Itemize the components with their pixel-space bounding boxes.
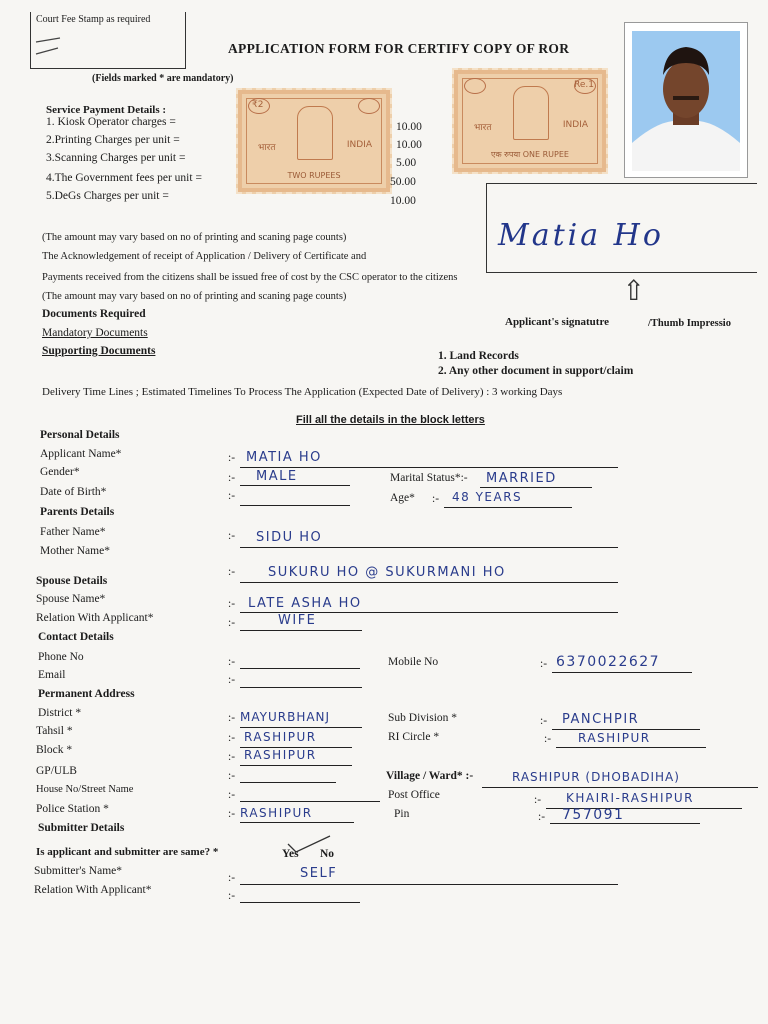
note-line: The Acknowledgement of receipt of Application / Delivery of Certificate and bbox=[42, 251, 367, 262]
charge-amount: 10.00 bbox=[396, 121, 422, 133]
separator: :- bbox=[228, 566, 236, 578]
spouse-value[interactable]: LATE ASHA HO bbox=[248, 596, 362, 611]
gender-label: Gender* bbox=[40, 466, 80, 478]
thumb-label: /Thumb Impressio bbox=[648, 318, 731, 329]
separator: :- bbox=[432, 493, 440, 505]
two-rupee-stamp: ₹2 भारत INDIA TWO RUPEES bbox=[236, 88, 392, 194]
email-label: Email bbox=[38, 669, 66, 681]
delivery-timeline: Delivery Time Lines ; Estimated Timelines To Process The Application (Expected Date of Delivery) : 3 working Days bbox=[42, 386, 563, 398]
section-address: Permanent Address bbox=[38, 688, 135, 700]
separator: :- bbox=[540, 715, 548, 727]
house-line[interactable] bbox=[240, 801, 380, 802]
relation-label: Relation With Applicant* bbox=[36, 612, 154, 624]
separator: :- bbox=[228, 732, 236, 744]
police-label: Police Station * bbox=[36, 803, 109, 815]
house-label: House No/Street Name bbox=[36, 784, 134, 795]
mother-label: Mother Name* bbox=[40, 545, 110, 557]
applicant-name-value[interactable]: MATIA HO bbox=[246, 450, 322, 465]
separator: :- bbox=[228, 598, 236, 610]
subdivision-value[interactable]: PANCHPIR bbox=[562, 712, 640, 727]
relation-line bbox=[240, 630, 362, 631]
district-value[interactable]: MAYURBHANJ bbox=[240, 710, 331, 724]
separator: :- bbox=[228, 472, 236, 484]
pen-mark-icon bbox=[34, 34, 64, 60]
marital-value[interactable]: MARRIED bbox=[486, 471, 557, 486]
separator: :- bbox=[228, 808, 236, 820]
dob-label: Date of Birth* bbox=[40, 486, 107, 498]
gender-value[interactable]: MALE bbox=[256, 469, 298, 484]
father-label: Father Name* bbox=[40, 526, 106, 538]
subdivision-label: Sub Division * bbox=[388, 712, 458, 724]
age-value[interactable]: 48 YEARS bbox=[452, 490, 523, 504]
mobile-label: Mobile No bbox=[388, 656, 439, 668]
gender-line bbox=[240, 485, 350, 486]
police-value[interactable]: RASHIPUR bbox=[240, 806, 313, 820]
tahsil-value[interactable]: RASHIPUR bbox=[244, 730, 317, 744]
age-line bbox=[444, 507, 572, 508]
applicant-photo bbox=[624, 22, 748, 178]
village-label: Village / Ward* :- bbox=[386, 770, 474, 782]
charge-label: 3.Scanning Charges per unit = bbox=[46, 152, 186, 164]
mandatory-note: (Fields marked * are mandatory) bbox=[92, 73, 234, 84]
separator: :- bbox=[228, 490, 236, 502]
block-line bbox=[240, 765, 352, 766]
mobile-line bbox=[552, 672, 692, 673]
block-value[interactable]: RASHIPUR bbox=[244, 748, 317, 762]
applicant-signature: Matia Ho bbox=[498, 218, 664, 253]
subdivision-line bbox=[552, 729, 700, 730]
document-item: 1. Land Records bbox=[438, 350, 519, 362]
section-parents: Parents Details bbox=[40, 506, 115, 518]
charge-amount: 10.00 bbox=[390, 195, 416, 207]
submitter-relation-line[interactable] bbox=[240, 902, 360, 903]
same-submitter-label: Is applicant and submitter are same? * bbox=[36, 846, 219, 858]
note-line: (The amount may vary based on no of printing and scaning page counts) bbox=[42, 291, 347, 302]
section-personal: Personal Details bbox=[40, 429, 120, 441]
gp-label: GP/ULB bbox=[36, 765, 77, 777]
separator: :- bbox=[534, 794, 542, 806]
dob-line[interactable] bbox=[240, 505, 350, 506]
pin-value[interactable]: 757091 bbox=[562, 807, 625, 823]
submitter-name-label: Submitter's Name* bbox=[34, 865, 122, 877]
charge-label: 1. Kiosk Operator charges = bbox=[46, 116, 176, 128]
no-option[interactable]: No bbox=[320, 848, 335, 860]
village-line bbox=[482, 787, 758, 788]
police-line bbox=[240, 822, 354, 823]
district-line bbox=[240, 727, 362, 728]
village-value[interactable]: RASHIPUR (DHOBADIHA) bbox=[512, 770, 680, 784]
mother-line bbox=[240, 582, 618, 583]
separator: :- bbox=[228, 674, 236, 686]
signature-label: Applicant's signatutre bbox=[505, 316, 610, 328]
charge-amount: 50.00 bbox=[390, 176, 416, 188]
separator: :- bbox=[228, 890, 236, 902]
section-submitter: Submitter Details bbox=[38, 822, 125, 834]
post-value[interactable]: KHAIRI-RASHIPUR bbox=[566, 791, 694, 805]
father-value[interactable]: SIDU HO bbox=[256, 530, 323, 545]
up-arrow-icon: ⇧ bbox=[622, 276, 646, 307]
separator: :- bbox=[228, 530, 236, 542]
ri-label: RI Circle * bbox=[388, 731, 440, 743]
marital-label: Marital Status*:- bbox=[390, 472, 468, 484]
father-line bbox=[240, 547, 618, 548]
separator: :- bbox=[228, 452, 236, 464]
separator: :- bbox=[540, 658, 548, 670]
mandatory-documents: Mandatory Documents bbox=[42, 327, 148, 339]
separator: :- bbox=[228, 617, 236, 629]
supporting-documents: Supporting Documents bbox=[42, 345, 156, 357]
separator: :- bbox=[228, 712, 236, 724]
note-line: (The amount may vary based on no of printing and scaning page counts) bbox=[42, 232, 347, 243]
charge-amount: 10.00 bbox=[396, 139, 422, 151]
ri-line bbox=[556, 747, 706, 748]
phone-label: Phone No bbox=[38, 651, 84, 663]
spouse-label: Spouse Name* bbox=[36, 593, 106, 605]
ri-value[interactable]: RASHIPUR bbox=[578, 731, 651, 745]
mother-value[interactable]: SUKURU HO @ SUKURMANI HO bbox=[268, 565, 506, 580]
block-label: Block * bbox=[36, 744, 73, 756]
email-line[interactable] bbox=[240, 687, 362, 688]
separator: :- bbox=[228, 751, 236, 763]
charge-label: 4.The Government fees per unit = bbox=[46, 172, 202, 184]
submitter-name-line bbox=[240, 884, 618, 885]
charge-label: 2.Printing Charges per unit = bbox=[46, 134, 180, 146]
separator: :- bbox=[228, 656, 236, 668]
charge-amount: 5.00 bbox=[396, 157, 417, 169]
applicant-name-label: Applicant Name* bbox=[40, 448, 122, 460]
service-payment-heading: Service Payment Details : bbox=[46, 104, 167, 116]
separator: :- bbox=[538, 811, 546, 823]
separator: :- bbox=[544, 733, 552, 745]
section-contact: Contact Details bbox=[38, 631, 114, 643]
yes-option[interactable]: Yes bbox=[282, 848, 299, 860]
document-item: 2. Any other document in support/claim bbox=[438, 365, 634, 377]
form-title: APPLICATION FORM FOR CERTIFY COPY OF ROR bbox=[228, 41, 570, 56]
charge-label: 5.DeGs Charges per unit = bbox=[46, 190, 169, 202]
applicant-name-line bbox=[240, 467, 618, 468]
relation-value[interactable]: WIFE bbox=[278, 613, 317, 628]
marital-line bbox=[480, 487, 592, 488]
submitter-relation-label: Relation With Applicant* bbox=[34, 884, 152, 896]
age-label: Age* bbox=[390, 492, 415, 504]
submitter-name-value[interactable]: SELF bbox=[300, 866, 338, 881]
mobile-value[interactable]: 6370022627 bbox=[556, 654, 661, 670]
gp-line[interactable] bbox=[240, 782, 336, 783]
documents-required: Documents Required bbox=[42, 308, 146, 320]
separator: :- bbox=[228, 770, 236, 782]
fill-note: Fill all the details in the block letters bbox=[296, 414, 485, 426]
court-fee-note: Court Fee Stamp as required bbox=[36, 14, 151, 25]
separator: :- bbox=[228, 872, 236, 884]
tahsil-label: Tahsil * bbox=[36, 725, 73, 737]
separator: :- bbox=[228, 789, 236, 801]
pin-line bbox=[550, 823, 700, 824]
section-spouse: Spouse Details bbox=[36, 575, 108, 587]
pin-label: Pin bbox=[394, 808, 410, 820]
post-label: Post Office bbox=[388, 789, 440, 801]
note-line: Payments received from the citizens shall be issued free of cost by the CSC operator to the citizens bbox=[42, 272, 458, 283]
phone-line[interactable] bbox=[240, 668, 360, 669]
one-rupee-stamp: Re.1 भारत INDIA एक रुपया ONE RUPEE bbox=[452, 68, 608, 174]
district-label: District * bbox=[38, 707, 82, 719]
